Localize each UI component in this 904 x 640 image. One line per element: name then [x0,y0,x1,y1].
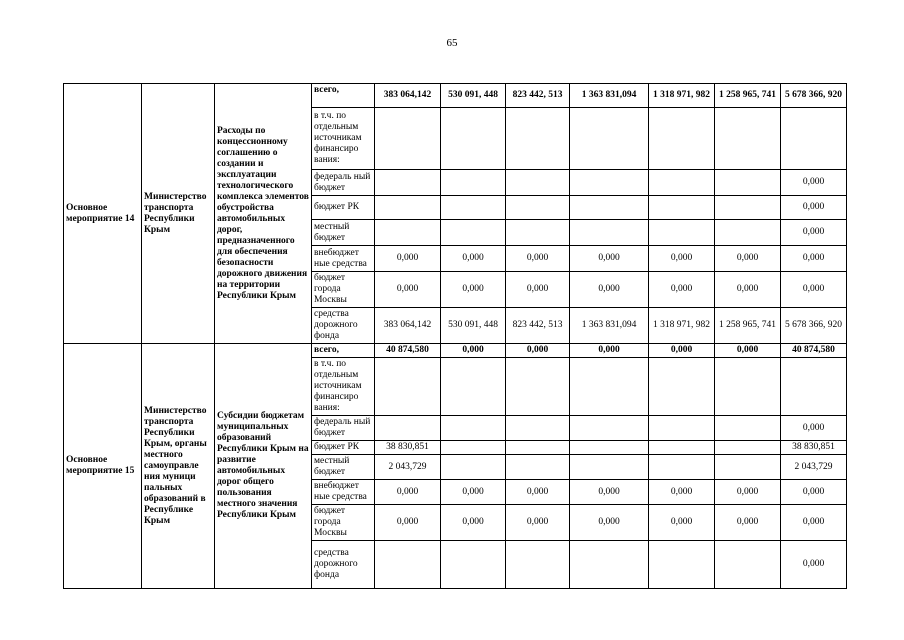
amount-cell: 0,000 [441,480,506,505]
amount-cell: 823 442, 513 [506,308,570,344]
event-description: Расходы по концессионному соглашению о создании и эксплуатации технологического комплекса элементов обустройства автомобильных дорог, предназначенного для обеспечения безопасности дорожного движения на территории Республики Крым [215,84,312,344]
amount-cell [715,455,781,480]
amount-cell [506,170,570,196]
amount-cell [375,416,441,441]
amount-cell [781,108,847,170]
funding-source: бюджет РК [312,441,375,455]
amount-cell: 40 874,580 [781,344,847,358]
event-name: Основное мероприятие 14 [64,84,142,344]
amount-cell: 1 258 965, 741 [715,308,781,344]
amount-cell: 0,000 [649,480,715,505]
amount-cell [441,541,506,589]
amount-cell: 530 091, 448 [441,308,506,344]
amount-cell: 5 678 366, 920 [781,84,847,108]
amount-cell [441,416,506,441]
amount-cell [649,441,715,455]
amount-cell: 530 091, 448 [441,84,506,108]
amount-cell: 38 830,851 [781,441,847,455]
amount-cell: 5 678 366, 920 [781,308,847,344]
amount-cell: 0,000 [375,480,441,505]
amount-cell: 0,000 [441,344,506,358]
amount-cell [649,170,715,196]
funding-source: бюджет РК [312,196,375,220]
amount-cell: 2 043,729 [375,455,441,480]
amount-cell: 1 318 971, 982 [649,84,715,108]
amount-cell: 1 318 971, 982 [649,308,715,344]
amount-cell: 0,000 [506,246,570,272]
amount-cell [715,108,781,170]
amount-cell: 0,000 [441,505,506,541]
funding-source: внебюджет ные средства [312,246,375,272]
amount-cell [570,455,649,480]
funding-source: средства дорожного фонда [312,541,375,589]
amount-cell [506,441,570,455]
amount-cell [570,108,649,170]
amount-cell: 0,000 [715,480,781,505]
amount-cell [441,455,506,480]
amount-cell [649,358,715,416]
amount-cell [441,196,506,220]
amount-cell: 0,000 [570,272,649,308]
funding-source: федераль ный бюджет [312,416,375,441]
amount-cell [506,220,570,246]
amount-cell: 0,000 [570,505,649,541]
funding-source: всего, [312,84,375,108]
amount-cell: 0,000 [506,272,570,308]
funding-source: средства дорожного фонда [312,308,375,344]
amount-cell [649,416,715,441]
amount-cell [715,441,781,455]
amount-cell [649,196,715,220]
amount-cell: 0,000 [781,170,847,196]
amount-cell [715,416,781,441]
amount-cell [441,358,506,416]
amount-cell: 0,000 [649,344,715,358]
amount-cell: 0,000 [781,505,847,541]
amount-cell [570,170,649,196]
amount-cell: 0,000 [570,344,649,358]
amount-cell [441,220,506,246]
event-name: Основное мероприятие 15 [64,344,142,589]
amount-cell [570,416,649,441]
total-row [64,344,847,358]
total-row [64,84,847,108]
amount-cell: 0,000 [649,272,715,308]
amount-cell: 383 064,142 [375,84,441,108]
amount-cell [649,455,715,480]
amount-cell: 0,000 [375,246,441,272]
amount-cell: 0,000 [570,246,649,272]
amount-cell [441,170,506,196]
funding-source: бюджет города Москвы [312,272,375,308]
budget-table [63,83,847,589]
amount-cell [441,108,506,170]
funding-source: всего, [312,344,375,358]
amount-cell [506,108,570,170]
amount-cell [570,220,649,246]
amount-cell: 1 258 965, 741 [715,84,781,108]
amount-cell [570,541,649,589]
amount-cell: 0,000 [781,196,847,220]
amount-cell: 0,000 [375,272,441,308]
amount-cell [375,358,441,416]
amount-cell [506,541,570,589]
amount-cell [375,170,441,196]
funding-source: федераль ный бюджет [312,170,375,196]
amount-cell: 0,000 [506,505,570,541]
funding-source: в т.ч. по отдельным источникам финансиро вания: [312,358,375,416]
amount-cell [375,196,441,220]
amount-cell [506,416,570,441]
amount-cell: 823 442, 513 [506,84,570,108]
amount-cell [715,196,781,220]
funding-source: бюджет города Москвы [312,505,375,541]
amount-cell [506,196,570,220]
amount-cell: 0,000 [781,541,847,589]
amount-cell: 0,000 [781,272,847,308]
amount-cell [375,108,441,170]
amount-cell: 0,000 [375,505,441,541]
executor-name: Министерство транспорта Республики Крым, органы местного самоуправле ния муници пальных образований в Республике Крым [142,344,215,589]
amount-cell [781,358,847,416]
amount-cell [570,358,649,416]
amount-cell [715,358,781,416]
amount-cell [649,541,715,589]
amount-cell [506,358,570,416]
page-number: 65 [446,37,458,49]
amount-cell [649,220,715,246]
funding-source: внебюджет ные средства [312,480,375,505]
funding-source: в т.ч. по отдельным источникам финансиро вания: [312,108,375,170]
amount-cell [375,220,441,246]
event-description: Субсидии бюджетам муниципальных образований Республики Крым на развитие автомобильных дорог общего пользования местного значения Республики Крым [215,344,312,589]
amount-cell [570,196,649,220]
amount-cell: 1 363 831,094 [570,308,649,344]
amount-cell: 0,000 [441,246,506,272]
amount-cell: 2 043,729 [781,455,847,480]
amount-cell: 0,000 [781,220,847,246]
amount-cell [441,441,506,455]
amount-cell [506,455,570,480]
executor-name: Министерство транспорта Республики Крым [142,84,215,344]
amount-cell: 0,000 [715,505,781,541]
funding-source: местный бюджет [312,220,375,246]
amount-cell: 0,000 [715,246,781,272]
amount-cell: 0,000 [715,272,781,308]
amount-cell: 0,000 [506,480,570,505]
amount-cell [570,441,649,455]
amount-cell: 1 363 831,094 [570,84,649,108]
amount-cell: 0,000 [781,246,847,272]
amount-cell: 0,000 [781,416,847,441]
amount-cell: 0,000 [506,344,570,358]
amount-cell: 0,000 [715,344,781,358]
amount-cell [715,170,781,196]
amount-cell: 0,000 [441,272,506,308]
amount-cell: 0,000 [649,246,715,272]
amount-cell: 38 830,851 [375,441,441,455]
amount-cell [649,108,715,170]
amount-cell: 40 874,580 [375,344,441,358]
amount-cell [715,220,781,246]
amount-cell [715,541,781,589]
funding-source: местный бюджет [312,455,375,480]
amount-cell: 0,000 [570,480,649,505]
amount-cell: 383 064,142 [375,308,441,344]
amount-cell: 0,000 [649,505,715,541]
amount-cell: 0,000 [781,480,847,505]
amount-cell [375,541,441,589]
